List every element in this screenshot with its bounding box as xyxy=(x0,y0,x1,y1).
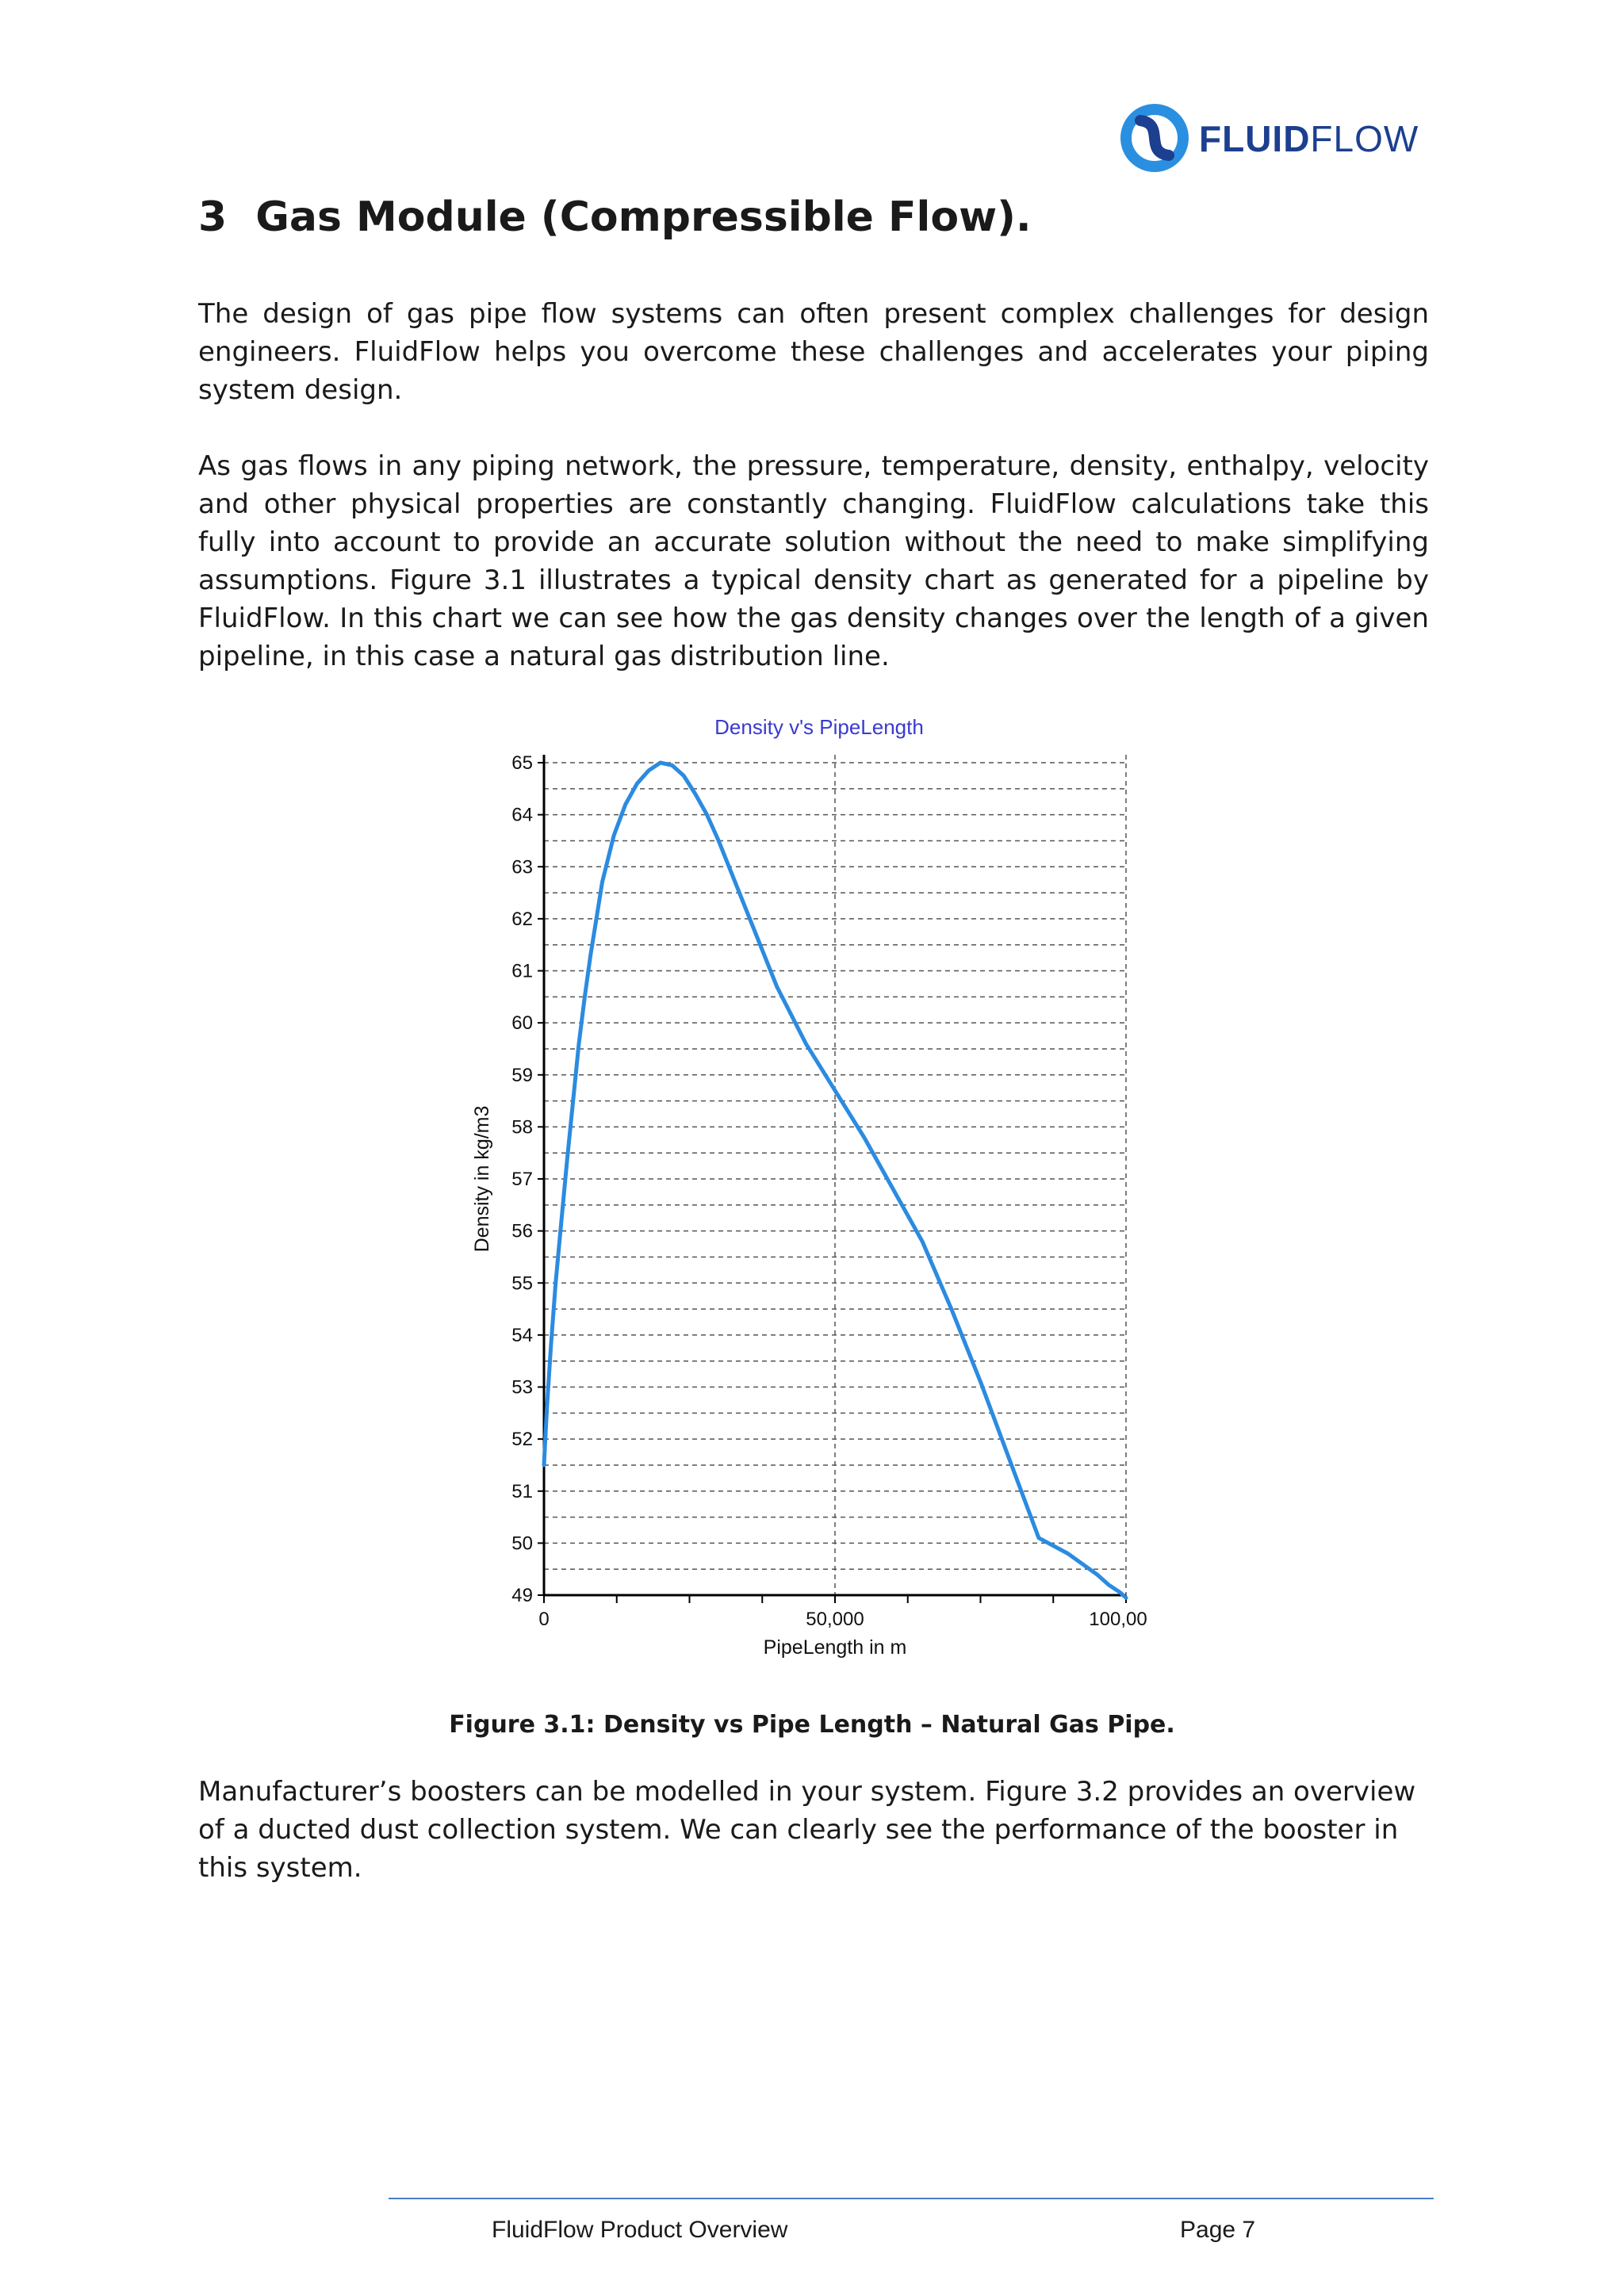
chart-y-tick-label: 49 xyxy=(511,1585,533,1606)
fluidflow-logo xyxy=(1116,100,1418,176)
chart-y-tick-label: 65 xyxy=(511,752,533,774)
density-chart-svg xyxy=(460,706,1166,1697)
paragraph-gas-flow: As gas flows in any piping network, the pressure, temperature, density, enthalpy, velocity and other physical properties are constantly changing. FluidFlow calculations take this fully into account to provide an accurate solution without the need to make simplifying assumptions. Figure 3.1 illustrates a typical density chart as generated for a pipeline by FluidFlow. In this chart we can see how the gas density changes over the length of a given pipeline, in this case a natural gas distribution line. xyxy=(198,450,1429,672)
chart-title: Density v's PipeLength xyxy=(714,715,924,739)
chart-x-axis-label: PipeLength in m xyxy=(763,1636,907,1659)
fluidflow-logo-icon xyxy=(1116,100,1193,176)
chart-y-tick-label: 64 xyxy=(511,804,533,826)
chart-y-tick-label: 53 xyxy=(511,1376,533,1399)
footer-title: FluidFlow Product Overview xyxy=(492,2217,788,2243)
paragraph-intro: The design of gas pipe flow systems can often present complex challenges for design engineers. FluidFlow helps you overcome these challenges and accelerates your piping system design. xyxy=(198,298,1429,406)
chart-x-tick-label: 100,00 xyxy=(1089,1609,1147,1630)
section-title: Gas Module (Compressible Flow). xyxy=(255,193,1032,241)
chart-y-axis-label: Density in kg/m3 xyxy=(471,1105,493,1253)
chart-x-tick-label: 0 xyxy=(538,1609,550,1630)
chart-y-tick-label: 50 xyxy=(511,1533,533,1555)
chart-y-tick-label: 52 xyxy=(511,1429,533,1451)
footer-page-number: Page 7 xyxy=(1180,2217,1256,2243)
footer-divider xyxy=(389,2198,1434,2199)
chart-y-tick-label: 60 xyxy=(511,1012,533,1035)
logo-text xyxy=(1199,117,1419,160)
chart-y-tick-label: 62 xyxy=(511,908,533,930)
chart-y-tick-label: 61 xyxy=(511,960,533,982)
paragraph-boosters: Manufacturer’s boosters can be modelled in your system. Figure 3.2 provides an overview of a ducted dust collection system. We can clearly see the performance of the booster in this system. xyxy=(198,1776,1416,1884)
logo-text-bold: FLUID xyxy=(1199,118,1311,159)
section-number: 3 xyxy=(198,193,228,241)
chart-y-tick-label: 58 xyxy=(511,1116,533,1138)
chart-y-tick-label: 59 xyxy=(511,1064,533,1086)
figure-caption: Figure 3.1: Density vs Pipe Length – Natural Gas Pipe. xyxy=(449,1711,1175,1739)
chart-y-tick-label: 63 xyxy=(511,856,533,878)
chart-x-tick-label: 50,000 xyxy=(806,1609,864,1630)
chart-y-tick-label: 54 xyxy=(511,1324,533,1346)
chart-y-tick-label: 56 xyxy=(511,1220,533,1242)
logo-text-light: FLOW xyxy=(1310,118,1419,159)
section-heading xyxy=(198,193,1032,241)
chart-y-tick-label: 55 xyxy=(511,1272,533,1295)
chart-y-tick-label: 57 xyxy=(511,1169,533,1190)
chart-y-tick-label: 51 xyxy=(511,1480,533,1502)
density-chart xyxy=(460,706,1166,1697)
